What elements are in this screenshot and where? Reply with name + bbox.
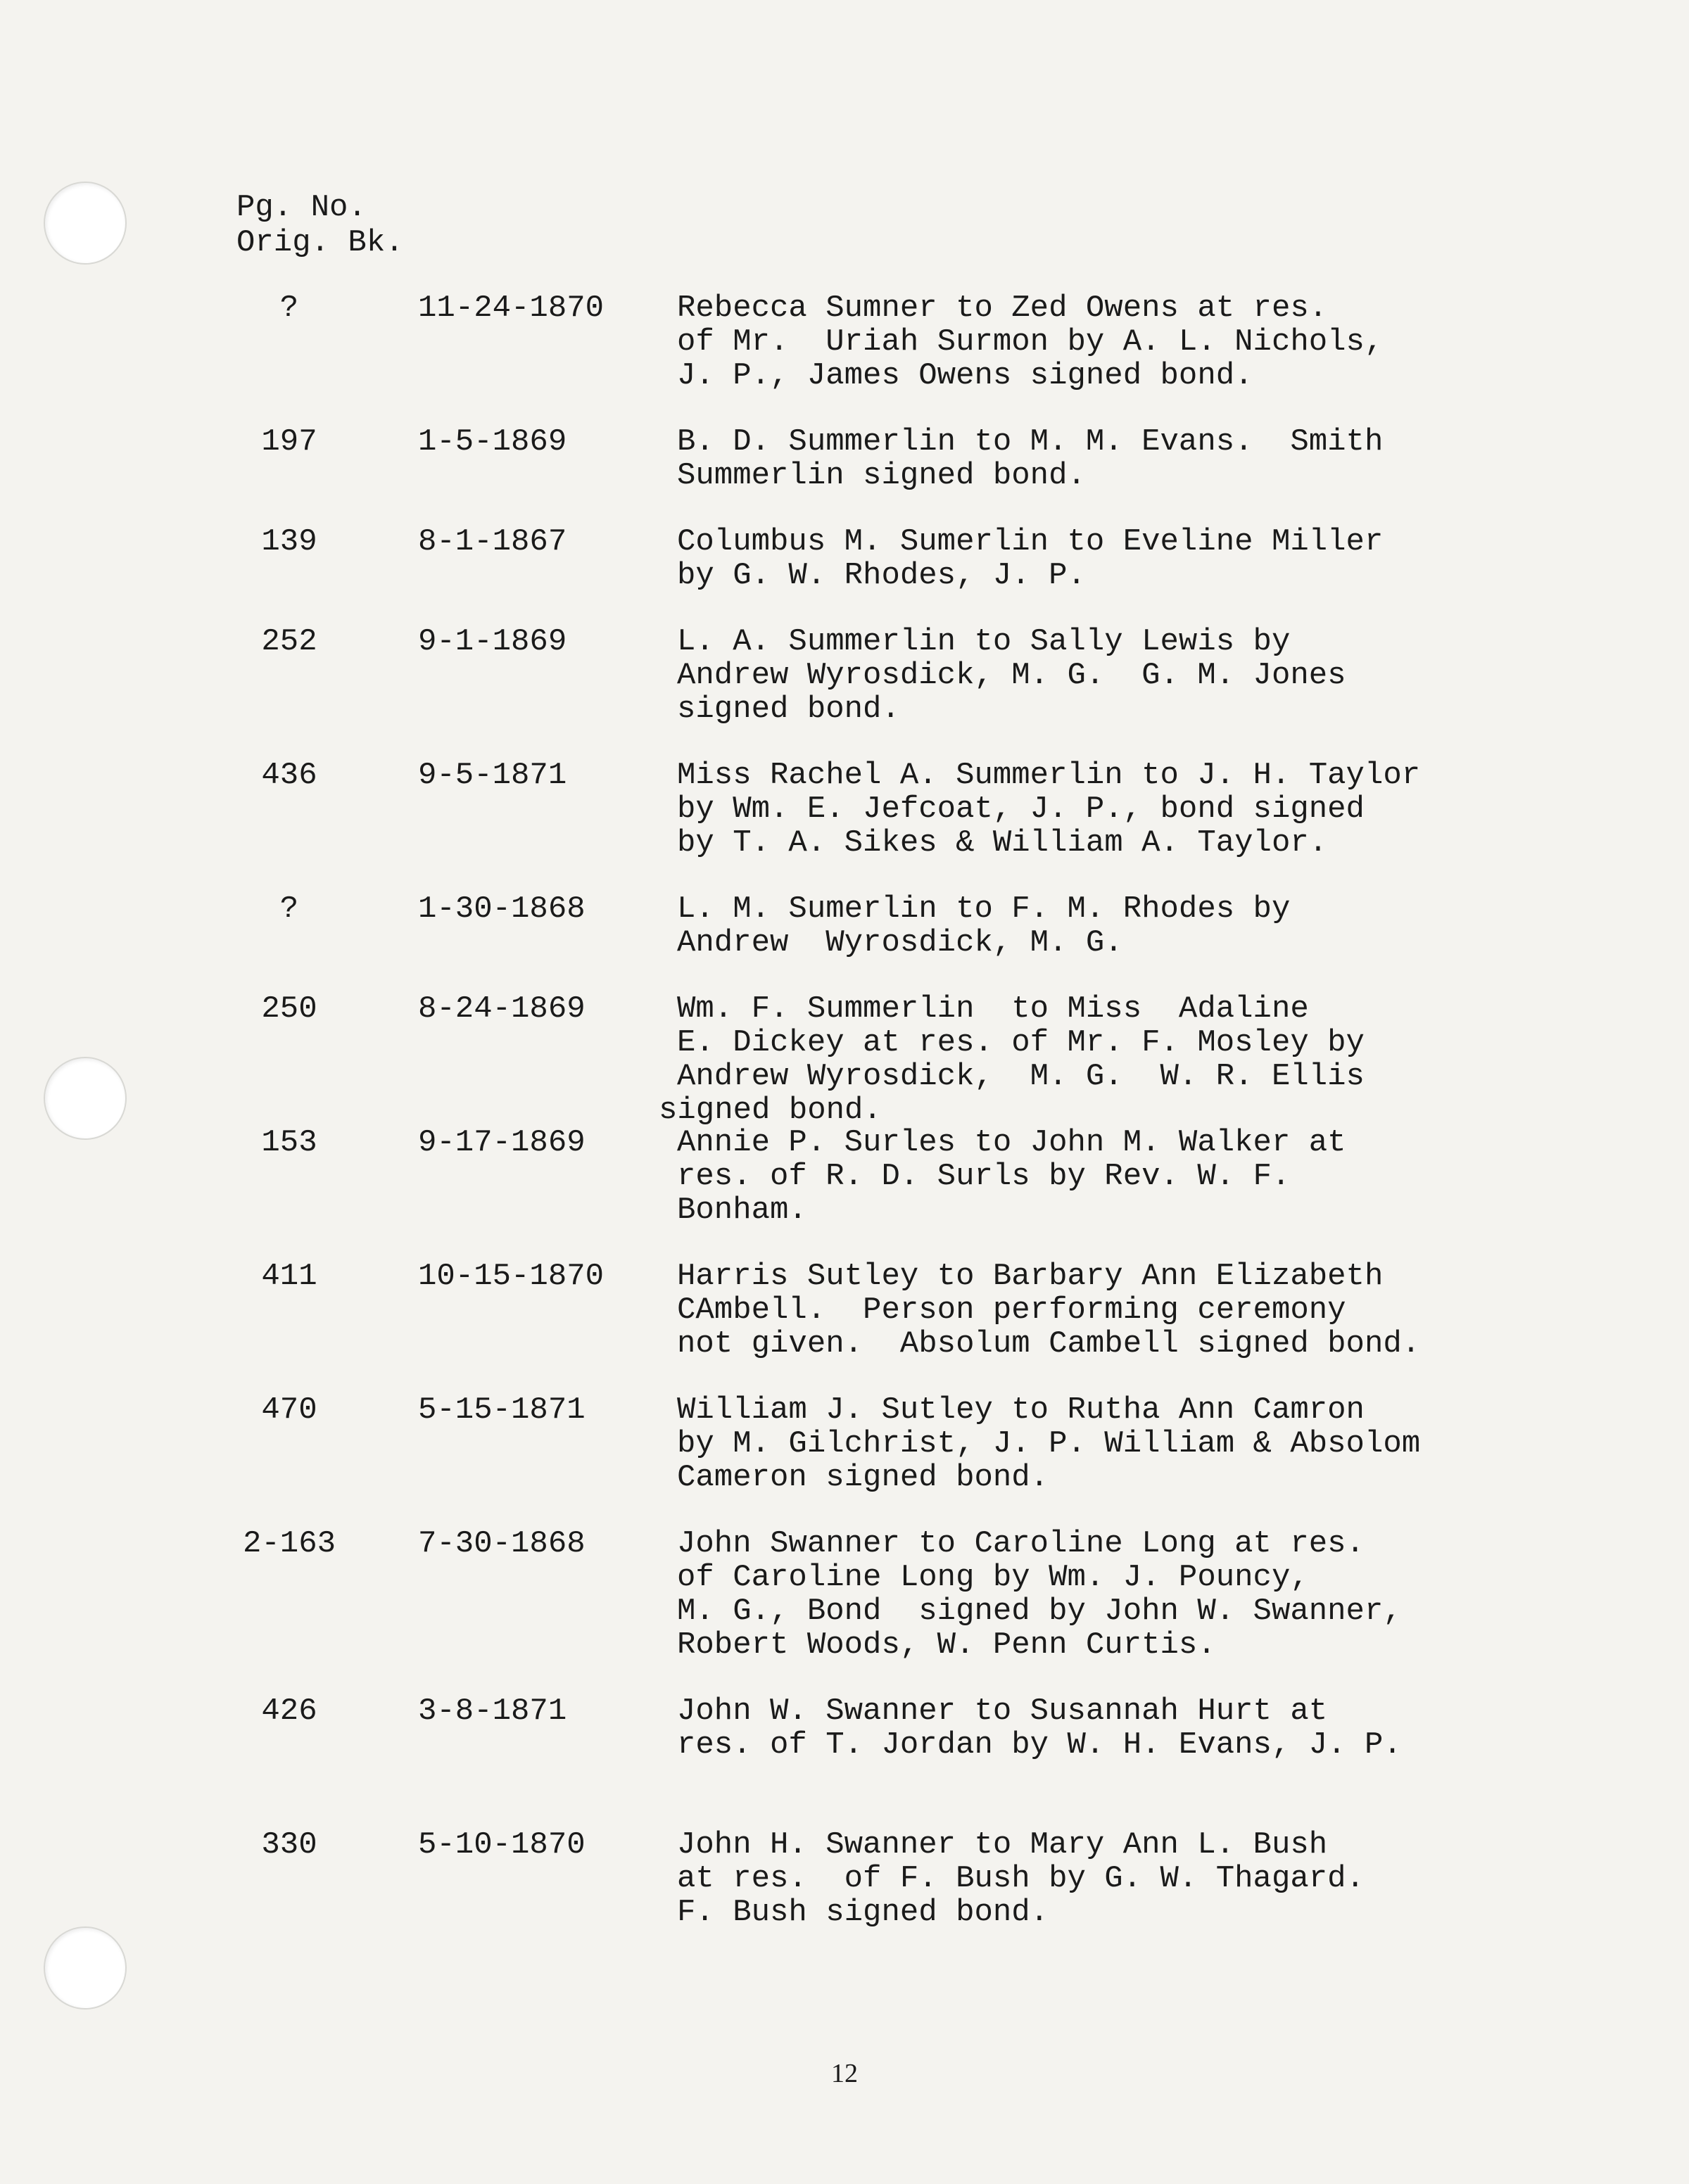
record-page-number: ? [279, 291, 299, 326]
record-text [677, 1527, 1550, 1662]
record-text [677, 625, 1550, 726]
record-text [677, 892, 1550, 960]
record-page-number: 139 [261, 524, 317, 559]
record-entry [0, 1259, 1689, 1393]
record-line: Miss Rachel A. Summerlin to J. H. Taylor [677, 758, 1421, 793]
record-line: res. of R. D. Surls by Rev. W. F. [677, 1159, 1291, 1194]
record-text [677, 1126, 1550, 1227]
record-text [677, 1259, 1550, 1361]
record-line: John W. Swanner to Susannah Hurt at [677, 1694, 1328, 1729]
record-line: Wm. F. Summerlin to Miss Adaline [677, 991, 1309, 1027]
record-date: 9-17-1869 [418, 1125, 586, 1160]
record-entry [0, 1527, 1689, 1694]
record-entry [0, 1126, 1689, 1259]
record-line: Cameron signed bond. [677, 1460, 1049, 1495]
record-date: 3-8-1871 [418, 1694, 567, 1729]
record-line: signed bond. [659, 1093, 882, 1128]
record-date: 9-1-1869 [418, 624, 567, 659]
record-page-number: 2-163 [242, 1526, 336, 1561]
record-line: J. P., James Owens signed bond. [677, 358, 1253, 393]
record-date: 10-15-1870 [418, 1259, 605, 1294]
record-line: E. Dickey at res. of Mr. F. Mosley by [677, 1025, 1365, 1060]
record-line: Harris Sutley to Barbary Ann Elizabeth [677, 1259, 1384, 1294]
page-number: 12 [831, 2059, 858, 2088]
record-text [677, 1393, 1550, 1494]
record-page-number: 411 [261, 1259, 317, 1294]
record-entry [0, 1694, 1689, 1828]
record-date: 1-5-1869 [418, 424, 567, 459]
record-text [677, 1694, 1550, 1762]
record-entry [0, 525, 1689, 625]
record-entry [0, 892, 1689, 992]
record-date: 7-30-1868 [418, 1526, 586, 1561]
column-header-line-1: Pg. No. [236, 190, 367, 225]
record-line: by Wm. E. Jefcoat, J. P., bond signed [677, 792, 1365, 827]
record-line: Andrew Wyrosdick, M. G. W. R. Ellis [677, 1059, 1365, 1094]
record-page-number: ? [279, 891, 299, 927]
record-text [677, 525, 1550, 592]
record-line: by T. A. Sikes & William A. Taylor. [677, 825, 1328, 861]
record-line: Annie P. Surles to John M. Walker at [677, 1125, 1346, 1160]
record-text [677, 1828, 1550, 1929]
record-line: at res. of F. Bush by G. W. Thagard. [677, 1861, 1365, 1896]
record-text [659, 991, 1550, 1128]
record-entry [0, 425, 1689, 525]
record-line: John Swanner to Caroline Long at res. [677, 1526, 1365, 1561]
record-text [677, 425, 1550, 493]
record-entry [0, 1393, 1689, 1527]
record-date: 8-24-1869 [418, 991, 586, 1027]
record-line: signed bond. [677, 692, 900, 727]
record-entry [0, 625, 1689, 758]
column-header-line-2: Orig. Bk. [236, 225, 404, 260]
record-text [677, 291, 1550, 393]
record-entry [0, 1828, 1689, 1962]
record-line: res. of T. Jordan by W. H. Evans, J. P. [677, 1727, 1402, 1763]
record-line: L. A. Summerlin to Sally Lewis by [677, 624, 1291, 659]
record-page-number: 153 [261, 1125, 317, 1160]
record-line: not given. Absolum Cambell signed bond. [677, 1326, 1421, 1361]
binder-hole-top [44, 182, 127, 265]
record-entry [0, 758, 1689, 892]
record-line: Andrew Wyrosdick, M. G. G. M. Jones [677, 658, 1346, 693]
record-line: by G. W. Rhodes, J. P. [677, 558, 1086, 593]
record-line: Summerlin signed bond. [677, 458, 1086, 493]
record-line: of Caroline Long by Wm. J. Pouncy, [677, 1560, 1309, 1595]
record-line: Andrew Wyrosdick, M. G. [677, 925, 1123, 960]
record-date: 5-15-1871 [418, 1392, 586, 1428]
record-line: B. D. Summerlin to M. M. Evans. Smith [677, 424, 1384, 459]
record-entry [0, 291, 1689, 425]
record-page-number: 436 [261, 758, 317, 793]
record-line: Bonham. [677, 1193, 807, 1228]
record-date: 9-5-1871 [418, 758, 567, 793]
record-page-number: 470 [261, 1392, 317, 1428]
record-line: L. M. Sumerlin to F. M. Rhodes by [677, 891, 1291, 927]
record-date: 8-1-1867 [418, 524, 567, 559]
column-header [236, 190, 404, 260]
record-line: F. Bush signed bond. [677, 1895, 1049, 1930]
record-line: by M. Gilchrist, J. P. William & Absolom [677, 1426, 1421, 1461]
record-page-number: 250 [261, 991, 317, 1027]
record-date: 1-30-1868 [418, 891, 586, 927]
record-line: Columbus M. Sumerlin to Eveline Miller [677, 524, 1384, 559]
record-line: John H. Swanner to Mary Ann L. Bush [677, 1827, 1328, 1862]
record-line: CAmbell. Person performing ceremony [677, 1293, 1346, 1328]
record-page-number: 252 [261, 624, 317, 659]
record-page-number: 426 [261, 1694, 317, 1729]
record-text [677, 758, 1550, 860]
record-line: Robert Woods, W. Penn Curtis. [677, 1627, 1216, 1663]
marriage-record-list [0, 291, 1689, 1962]
record-entry [0, 992, 1689, 1126]
record-page-number: 197 [261, 424, 317, 459]
record-line: William J. Sutley to Rutha Ann Camron [677, 1392, 1365, 1428]
record-date: 11-24-1870 [418, 291, 605, 326]
record-line: M. G., Bond signed by John W. Swanner, [677, 1594, 1402, 1629]
record-line: of Mr. Uriah Surmon by A. L. Nichols, [677, 324, 1384, 360]
record-page-number: 330 [261, 1827, 317, 1862]
record-date: 5-10-1870 [418, 1827, 586, 1862]
record-line: Rebecca Sumner to Zed Owens at res. [677, 291, 1328, 326]
